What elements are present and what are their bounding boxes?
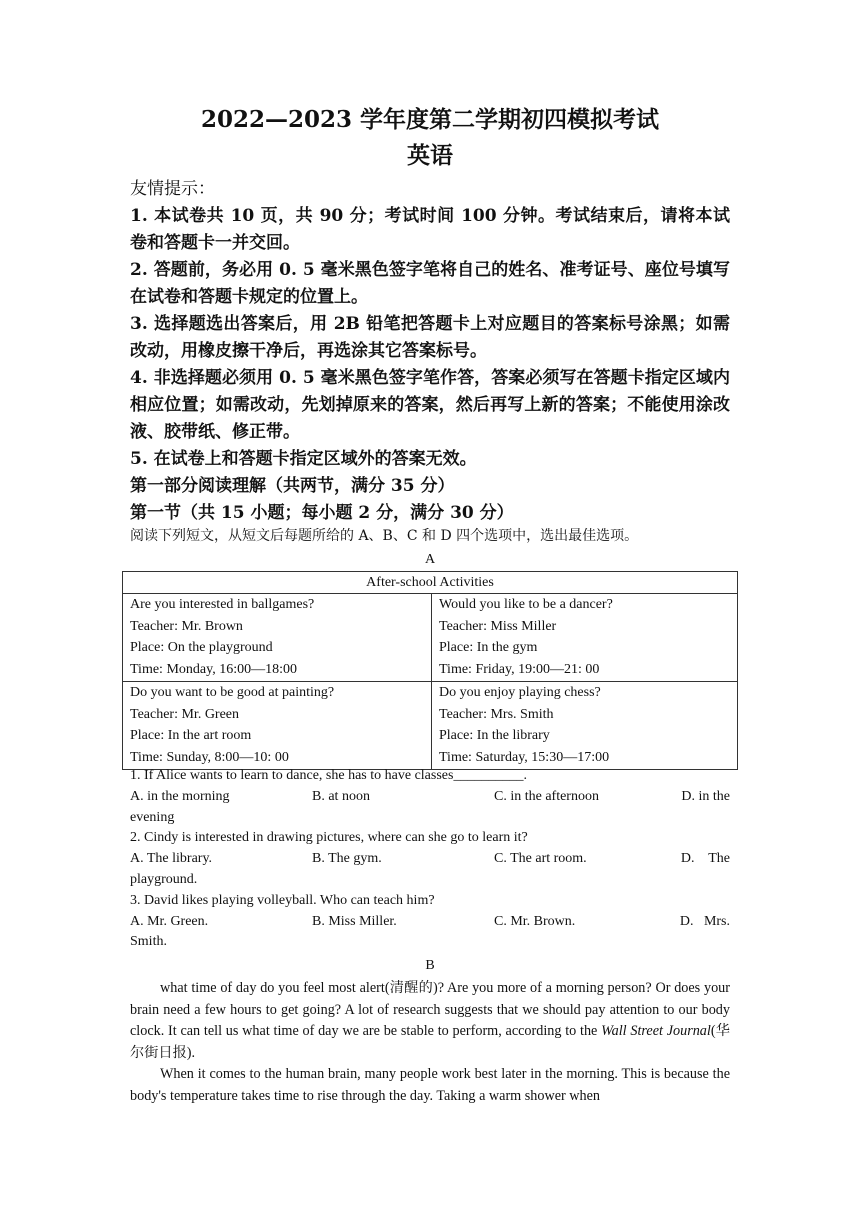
option-wrap: playground. [130, 871, 198, 887]
activity-line: Are you interested in ballgames? [130, 597, 315, 612]
option-a: A. in the morning [130, 788, 230, 804]
option-c: C. Mr. Brown. [494, 913, 576, 929]
activity-line: Place: In the library [439, 728, 550, 743]
activity-line: Teacher: Miss Miller [439, 618, 557, 634]
option-a: A. The library. [130, 851, 213, 867]
activity-line: Time: Monday, 16:00—18:00 [130, 661, 297, 677]
section-heading: 第一节（共 15 小题；每小题 2 分，满分 30 分） [130, 503, 514, 523]
activity-cell [432, 594, 738, 682]
tip-item: 2. 答题前，务必用 0. 5 毫米黑色签字笔将自己的姓名、准考证号、座位号填写在试卷和答题卡规定的位置上。 [130, 260, 730, 307]
paragraph-text: (华尔街日报). [130, 1023, 730, 1061]
activity-line: Place: In the art room [130, 728, 252, 743]
option-a: A. Mr. Green. [130, 913, 209, 929]
option-c: C. The art room. [494, 851, 587, 867]
option-b: B. at noon [312, 788, 370, 804]
activity-line: Time: Sunday, 8:00—10: 00 [130, 749, 289, 765]
question-stem: 2. Cindy is interested in drawing pictures, where can she go to learn it? [130, 830, 528, 846]
activity-line: Do you enjoy playing chess? [439, 685, 601, 700]
reading-instruction: 阅读下列短文，从短文后每题所给的 A、B、C 和 D 四个选项中，选出最佳选项。 [130, 528, 639, 544]
question-stem: 1. If Alice wants to learn to dance, she has to have classes__________. [130, 768, 527, 783]
activity-line: Teacher: Mrs. Smith [439, 706, 554, 722]
subject-title: 英语 [407, 142, 453, 169]
tips-label: 友情提示： [130, 179, 215, 199]
question-stem: 3. David likes playing volleyball. Who can teach him? [130, 892, 435, 908]
option-wrap: evening [130, 809, 175, 825]
activity-cell [123, 594, 432, 682]
activities-table [122, 571, 738, 770]
question-options [130, 787, 730, 808]
part-heading: 第一部分阅读理解（共两节，满分 35 分） [130, 476, 455, 496]
option-wrap: Smith. [130, 934, 167, 950]
tip-item: 4. 非选择题必须用 0. 5 毫米黑色签字笔作答，答案必须写在答题卡指定区域内相应位置；如需改动，先划掉原来的答案，然后再写上新的答案；不能使用涂改液、胶带纸、修正带。 [130, 368, 730, 442]
exam-tips [130, 176, 730, 527]
activity-line: Would you like to be a dancer? [439, 597, 613, 612]
activity-line: Time: Saturday, 15:30—17:00 [439, 749, 610, 765]
activity-line: Teacher: Mr. Green [130, 706, 240, 722]
activity-cell [123, 682, 432, 770]
question-options [130, 849, 730, 870]
paragraph-text: what time of day do you feel most alert(清醒的)? Are you more of a morning person? Or does your brain need a few hours to get going? A lot of research suggests that we should pay attention to our body clock. It can tell us what time of day we are be stable to perform, according to the [130, 980, 730, 1040]
option-c: C. in the afternoon [494, 788, 599, 804]
tip-item: 1. 本试卷共 10 页，共 90 分；考试时间 100 分钟。考试结束后，请将本试卷和答题卡一并交回。 [130, 206, 730, 253]
activity-cell [432, 682, 738, 770]
table-caption: After-school Activities [123, 572, 738, 594]
tip-item: 5. 在试卷上和答题卡指定区域外的答案无效。 [130, 449, 477, 469]
option-d: D. Mrs. [679, 913, 730, 929]
passage-paragraph [130, 978, 730, 1064]
option-b: B. The gym. [312, 851, 382, 867]
passage-a-letter: A [424, 552, 436, 567]
activity-line: Place: On the playground [130, 640, 273, 655]
journal-name: Wall Street Journal [601, 1023, 711, 1040]
activity-line: Do you want to be good at painting? [130, 685, 335, 700]
activity-line: Time: Friday, 19:00—21: 00 [439, 661, 600, 677]
option-d: D. in the [681, 788, 730, 804]
activity-line: Teacher: Mr. Brown [130, 618, 243, 634]
passage-b-text [130, 978, 730, 1108]
exam-title: 2022—2023 学年度第二学期初四模拟考试 [200, 106, 660, 133]
passage-paragraph: When it comes to the human brain, many people work best later in the morning. This is because the body's temperature takes time to rise through the day. Taking a warm shower when [130, 1066, 730, 1104]
tip-item: 3. 选择题选出答案后，用 2B 铅笔把答题卡上对应题目的答案标号涂黑；如需改动，用橡皮擦干净后，再选涂其它答案标号。 [130, 314, 730, 361]
option-d: D. The [680, 851, 730, 867]
activity-line: Place: In the gym [439, 640, 538, 655]
passage-b-letter: B [425, 958, 435, 973]
questions-block [130, 766, 730, 953]
option-b: B. Miss Miller. [312, 913, 397, 929]
question-options [130, 912, 730, 933]
